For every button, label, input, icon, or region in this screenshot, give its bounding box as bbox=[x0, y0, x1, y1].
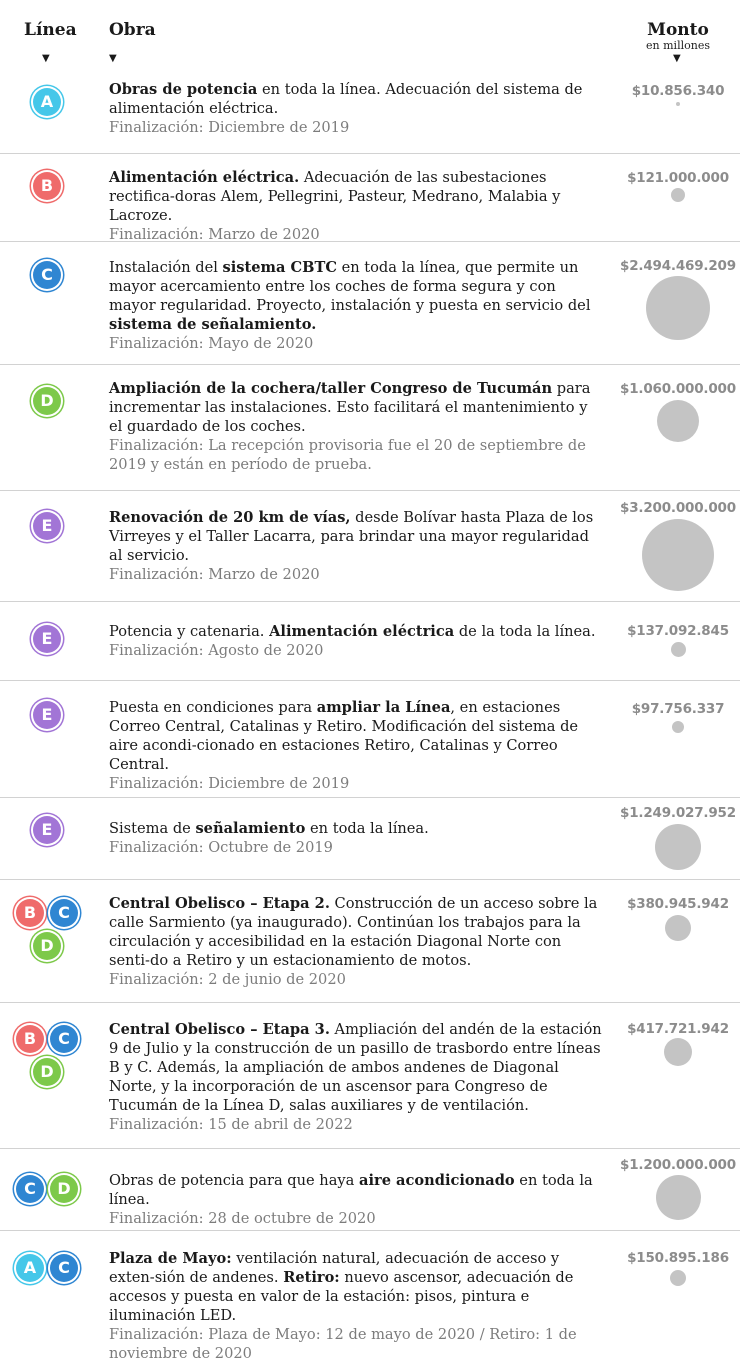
obra-description bbox=[109, 379, 604, 474]
monto-bubble bbox=[672, 721, 684, 733]
sort-arrow-icon-obra[interactable]: ▼ bbox=[109, 53, 117, 64]
obra-highlight: Central Obelisco – Etapa 3. bbox=[109, 1021, 330, 1038]
monto-bubble bbox=[664, 1038, 692, 1066]
monto-bubble bbox=[671, 642, 686, 657]
table-row bbox=[0, 1002, 740, 1149]
obra-text: Construcción de un acceso sobre la calle Sarmiento (ya inaugurado). Continúan los trabajos para la circulación y accesibilidad en la estación Diagonal Norte con senti-do a Retiro y un estacionamiento de motos. bbox=[109, 895, 598, 969]
obra-highlight: ampliar la Línea bbox=[316, 699, 451, 716]
table-row bbox=[0, 241, 740, 365]
finalizacion-date: Finalización: Plaza de Mayo: 12 de mayo de 2020 / Retiro: 1 de noviembre de 2020 bbox=[109, 1326, 577, 1362]
monto-value: $417.721.942 bbox=[627, 1021, 729, 1037]
line-badge-d-icon: D bbox=[50, 1175, 78, 1203]
monto-bubble bbox=[642, 519, 714, 591]
obra-description bbox=[109, 819, 604, 857]
monto-value: $3.200.000.000 bbox=[620, 500, 736, 516]
line-badge-a-icon: A bbox=[16, 1254, 44, 1282]
monto-bubble bbox=[656, 1175, 701, 1220]
finalizacion-date: Finalización: Octubre de 2019 bbox=[109, 839, 333, 856]
monto-value: $10.856.340 bbox=[631, 83, 725, 99]
obra-text: Instalación del bbox=[109, 259, 223, 276]
table-row bbox=[0, 680, 740, 798]
finalizacion-date: Finalización: 28 de octubre de 2020 bbox=[109, 1210, 376, 1227]
monto-bubble bbox=[646, 276, 710, 340]
obra-text: desde Bolívar hasta Plaza de los Virreyes y el Taller Lacarra, para brindar una mayor regularidad al servicio. bbox=[109, 509, 594, 564]
obra-description bbox=[109, 894, 604, 989]
obra-text: Obras de potencia para que haya bbox=[109, 1172, 359, 1189]
monto-bubble bbox=[657, 400, 699, 442]
obra-description bbox=[109, 1020, 604, 1134]
column-header-linea: Línea bbox=[24, 20, 77, 40]
finalizacion-date: Finalización: 15 de abril de 2022 bbox=[109, 1116, 353, 1133]
line-badge-b-icon: B bbox=[16, 1025, 44, 1053]
obra-highlight: señalamiento bbox=[195, 820, 306, 837]
obra-text: para incrementar las instalaciones. Esto facilitará el mantenimiento y el guardado de los coches. bbox=[109, 380, 591, 435]
obra-text: , en estaciones Correo Central, Catalinas y Retiro. Modificación del sistema de aire acondi-cionado en estaciones Retiro, Catalinas y Correo Central. bbox=[109, 699, 579, 773]
monto-value: $137.092.845 bbox=[627, 623, 729, 639]
table-row bbox=[0, 80, 740, 154]
monto-bubble bbox=[655, 824, 701, 870]
column-header-monto: Monto bbox=[647, 20, 709, 40]
obra-text: de la toda la línea. bbox=[454, 623, 596, 640]
finalizacion-date: Finalización: Marzo de 2020 bbox=[109, 226, 320, 243]
obra-text: en toda la línea, que permite un mayor acercamiento entre los coches de forma segura y con mayor regularidad. Proyecto, instalación y puesta en servicio del bbox=[109, 259, 591, 314]
obra-description bbox=[109, 258, 604, 353]
line-badge-e-icon: E bbox=[33, 701, 61, 729]
obra-text: ventilación natural, adecuación de acceso y exten-sión de andenes. bbox=[109, 1250, 560, 1286]
obra-text: Adecuación de las subestaciones rectifica-doras Alem, Pellegrini, Pasteur, Medrano, Malabia y Lacroze. bbox=[109, 169, 561, 224]
line-badge-d-icon: D bbox=[33, 387, 61, 415]
monto-bubble bbox=[676, 102, 680, 106]
table-row bbox=[0, 153, 740, 242]
obra-description bbox=[109, 168, 604, 244]
finalizacion-date: Finalización: Agosto de 2020 bbox=[109, 642, 324, 659]
table-row bbox=[0, 797, 740, 880]
table-row bbox=[0, 1148, 740, 1231]
obra-highlight: Plaza de Mayo: bbox=[109, 1250, 232, 1267]
obra-text: nuevo ascensor, adecuación de accesos y puesta en valor de la estación: pisos, pintura e iluminación LED. bbox=[109, 1269, 574, 1324]
table-row bbox=[0, 364, 740, 491]
finalizacion-date: Finalización: Marzo de 2020 bbox=[109, 566, 320, 583]
line-badge-d-icon: D bbox=[33, 1058, 61, 1086]
obra-highlight: aire acondicionado bbox=[359, 1172, 515, 1189]
monto-value: $1.200.000.000 bbox=[620, 1157, 736, 1173]
monto-value: $380.945.942 bbox=[627, 896, 729, 912]
monto-value: $1.249.027.952 bbox=[620, 805, 736, 821]
obra-highlight: Alimentación eléctrica. bbox=[109, 169, 300, 186]
monto-value: $121.000.000 bbox=[627, 170, 729, 186]
monto-bubble bbox=[665, 915, 691, 941]
obra-text: Ampliación del andén de la estación 9 de Julio y la construcción de un pasillo de trasbordo entre líneas B y C. Además, la ampliación de ambos andenes de Diagonal Norte, y la incorporación de un ascensor para Congreso de Tucumán de la Línea D, salas auxiliares y de ventilación. bbox=[109, 1021, 602, 1114]
obra-highlight: Central Obelisco – Etapa 2. bbox=[109, 895, 330, 912]
monto-value: $97.756.337 bbox=[631, 701, 725, 717]
obra-description bbox=[109, 1249, 604, 1363]
line-badge-c-icon: C bbox=[50, 899, 78, 927]
finalizacion-date: Finalización: Mayo de 2020 bbox=[109, 335, 314, 352]
obra-description bbox=[109, 80, 604, 137]
obra-text: en toda la línea. bbox=[109, 1172, 593, 1208]
line-badge-a-icon: A bbox=[33, 88, 61, 116]
table-row bbox=[0, 490, 740, 602]
obra-text: Sistema de bbox=[109, 820, 196, 837]
finalizacion-date: Finalización: Diciembre de 2019 bbox=[109, 119, 350, 136]
monto-bubble bbox=[671, 188, 685, 202]
line-badge-e-icon: E bbox=[33, 625, 61, 653]
column-header-monto-unit: en millones bbox=[646, 39, 710, 52]
line-badge-b-icon: B bbox=[16, 899, 44, 927]
obra-text: Puesta en condiciones para bbox=[109, 699, 317, 716]
sort-arrow-icon-linea[interactable]: ▼ bbox=[42, 53, 50, 64]
monto-bubble bbox=[670, 1270, 686, 1286]
table-row bbox=[0, 879, 740, 1003]
obra-highlight: Retiro: bbox=[283, 1269, 340, 1286]
column-header-obra: Obra bbox=[109, 20, 156, 40]
obra-text: en toda la línea. bbox=[305, 820, 429, 837]
finalizacion-date: Finalización: La recepción provisoria fue el 20 de septiembre de 2019 y están en período de prueba. bbox=[109, 437, 586, 473]
obra-description bbox=[109, 508, 604, 584]
sort-arrow-icon-monto[interactable]: ▼ bbox=[673, 53, 681, 64]
line-badge-b-icon: B bbox=[33, 172, 61, 200]
obra-text: Potencia y catenaria. bbox=[109, 623, 270, 640]
monto-value: $1.060.000.000 bbox=[620, 381, 736, 397]
line-badge-c-icon: C bbox=[33, 261, 61, 289]
obra-description bbox=[109, 1171, 604, 1228]
table-row bbox=[0, 601, 740, 681]
finalizacion-date: Finalización: Diciembre de 2019 bbox=[109, 775, 350, 792]
line-badge-c-icon: C bbox=[50, 1254, 78, 1282]
obra-highlight: Obras de potencia bbox=[109, 81, 258, 98]
obra-highlight: Renovación de 20 km de vías, bbox=[109, 509, 351, 526]
table-row bbox=[0, 1230, 740, 1363]
obra-description bbox=[109, 698, 604, 793]
line-badge-c-icon: C bbox=[50, 1025, 78, 1053]
finalizacion-date: Finalización: 2 de junio de 2020 bbox=[109, 971, 346, 988]
obra-text: en toda la línea. Adecuación del sistema de alimentación eléctrica. bbox=[109, 81, 583, 117]
obra-highlight: sistema CBTC bbox=[222, 259, 337, 276]
obra-highlight: Alimentación eléctrica bbox=[269, 623, 455, 640]
line-badge-c-icon: C bbox=[16, 1175, 44, 1203]
table-header bbox=[0, 0, 740, 80]
monto-value: $2.494.469.209 bbox=[620, 258, 736, 274]
line-badge-e-icon: E bbox=[33, 512, 61, 540]
obra-description bbox=[109, 622, 604, 660]
obra-highlight: sistema de señalamiento. bbox=[109, 316, 317, 333]
line-badge-d-icon: D bbox=[33, 932, 61, 960]
obra-highlight: Ampliación de la cochera/taller Congreso de Tucumán bbox=[109, 380, 553, 397]
line-badge-e-icon: E bbox=[33, 816, 61, 844]
monto-value: $150.895.186 bbox=[627, 1250, 729, 1266]
